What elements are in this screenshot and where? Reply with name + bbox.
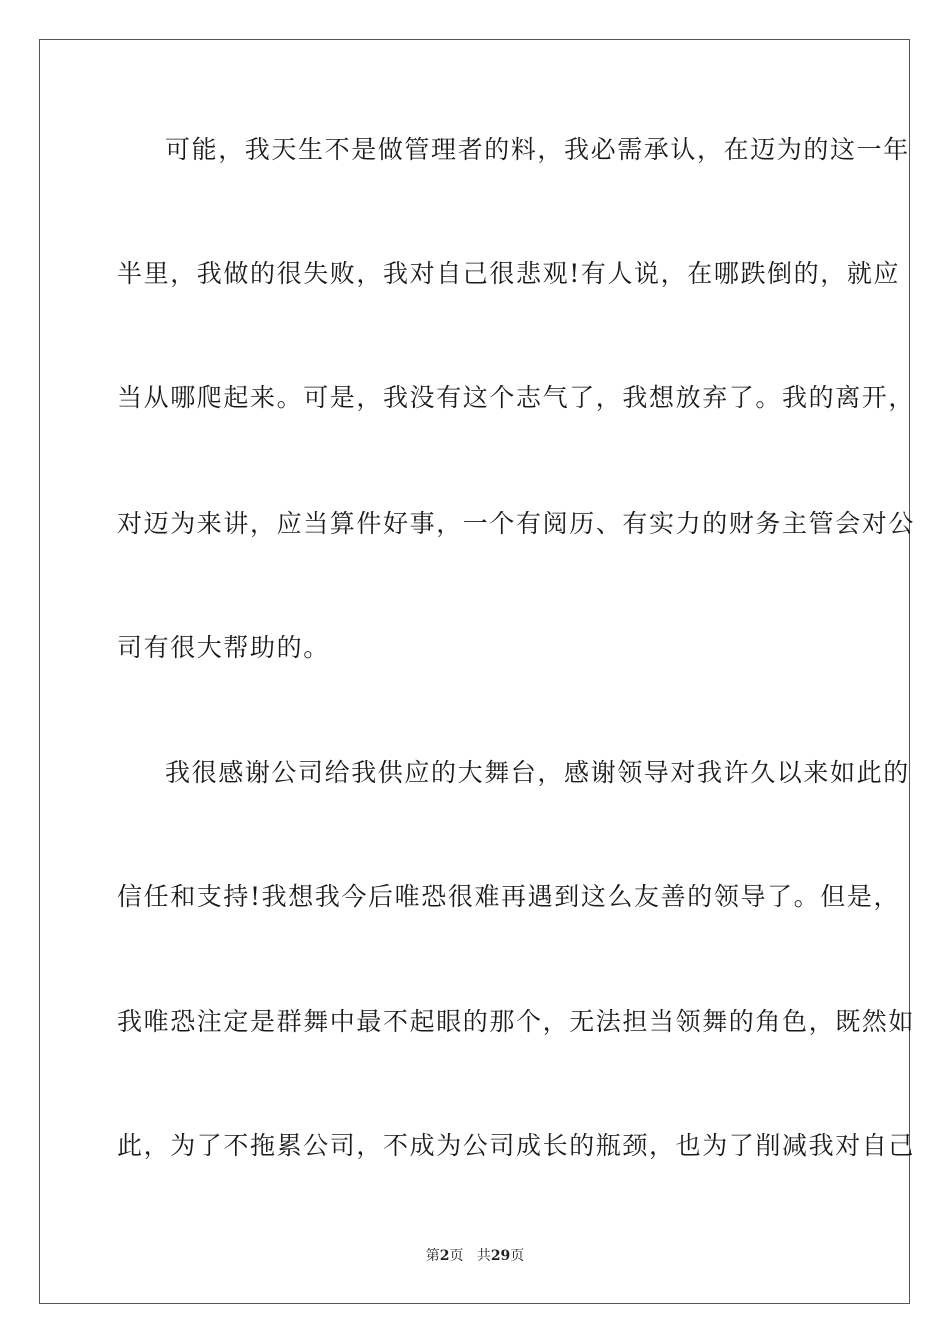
paragraph-1-line-4: 对迈为来讲，应当算件好事，一个有阅历、有实力的财务主管会对公	[117, 509, 916, 538]
page-prefix: 第	[425, 1248, 440, 1264]
total-prefix: 共	[476, 1248, 491, 1264]
paragraph-1-line-5: 司有很大帮助的。	[117, 633, 330, 662]
paragraph-2-line-3: 我唯恐注定是群舞中最不起眼的那个，无法担当领舞的角色，既然如	[117, 1007, 916, 1036]
current-page-number: 2	[439, 1248, 450, 1264]
page-footer	[0, 1247, 950, 1265]
paragraph-2-line-1: 我很感谢公司给我供应的大舞台，感谢领导对我许久以来如此的	[165, 758, 910, 787]
page-suffix: 页	[449, 1248, 464, 1264]
paragraph-2-line-4: 此，为了不拖累公司，不成为公司成长的瓶颈，也为了削减我对自己	[117, 1131, 916, 1160]
paragraph-1-line-2: 半里，我做的很失败，我对自己很悲观!有人说，在哪跌倒的，就应	[117, 259, 901, 288]
total-page-count: 29	[490, 1248, 511, 1264]
paragraph-1-line-1: 可能，我天生不是做管理者的料，我必需承认，在迈为的这一年	[165, 135, 910, 164]
paragraph-2-line-2: 信任和支持!我想我今后唯恐很难再遇到这么友善的领导了。但是，	[117, 882, 901, 911]
paragraph-1-line-3: 当从哪爬起来。可是，我没有这个志气了，我想放弃了。我的离开，	[117, 383, 916, 412]
total-suffix: 页	[510, 1248, 525, 1264]
page-border	[39, 39, 916, 1304]
